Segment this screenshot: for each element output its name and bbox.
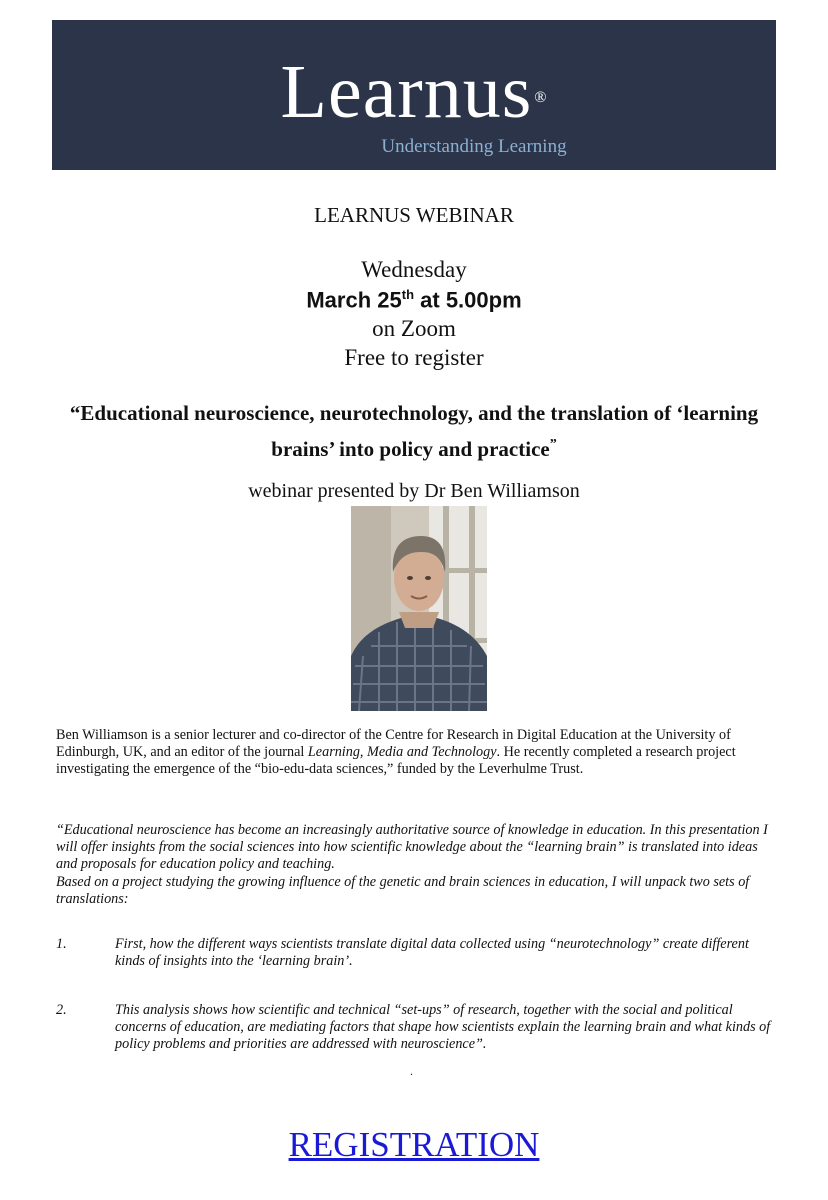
list-item-text: First, how the different ways scientists translate digital data collected using “neurotechnology” create different kinds of insights into the ‘learning brain’. [115,936,749,970]
stray-period: . [410,1064,413,1078]
event-venue: on Zoom [372,316,456,341]
talk-title-text: “Educational neuroscience, neurotechnology, and the translation of ‘learning brains’ into policy and practice [69,401,759,461]
event-day: Wednesday [361,257,467,282]
list-item-number: 1. [56,936,67,952]
event-date-suffix: th [401,287,415,302]
event-date-time [0,287,828,313]
header-banner [52,20,776,170]
event-time: at 5.00pm [414,287,522,313]
webinar-label: LEARNUS WEBINAR [314,203,514,227]
presenter-line: webinar presented by Dr Ben Williamson [248,480,580,502]
event-price: Free to register [344,345,484,370]
speaker-bio [56,727,772,779]
list-item-number: 2. [56,1002,67,1018]
portrait-illustration [351,506,487,711]
talk-abstract [56,822,772,908]
list-item-text: This analysis shows how scientific and technical “set-ups” of research, together with the social and political concerns of education, are mediating factors that shape how scientists explain the learning brain and what kinds of policy problems and priorities are addressed with neuroscience”. [115,1002,771,1053]
talk-title-end-quote: ” [549,437,557,452]
abstract-paragraph-2: Based on a project studying the growing influence of the genetic and brain sciences in education, I will unpack two sets of translations: [56,873,750,907]
abstract-paragraph-1: “Educational neuroscience has become an increasingly authoritative source of knowledge in education. In this presentation I will offer insights from the social sciences into how scientific knowledge about the “learning brain” is translated into ideas and proposals for education policy and teaching. [56,822,768,873]
bio-part1: Ben Williamson is a senior lecturer and co-director of the Centre for Research in Digital Education at the University of Edinburgh, UK, and an editor of the journal [56,727,731,761]
logo-tagline: Understanding Learning [381,136,567,157]
learnus-logo [52,50,776,134]
event-date: March 25 [306,287,402,313]
talk-title [60,398,768,465]
registration-link[interactable]: REGISTRATION [288,1125,540,1164]
speaker-portrait-photo [351,506,487,711]
bio-journal: Learning, Media and Technology [307,744,497,761]
bio-part2: . He recently completed a research project investigating the emergence of the “bio-edu-data sciences,” funded by the Leverhulme Trust. [56,744,736,778]
logo-text: Learnus [280,50,533,134]
registered-mark: ® [534,89,548,106]
